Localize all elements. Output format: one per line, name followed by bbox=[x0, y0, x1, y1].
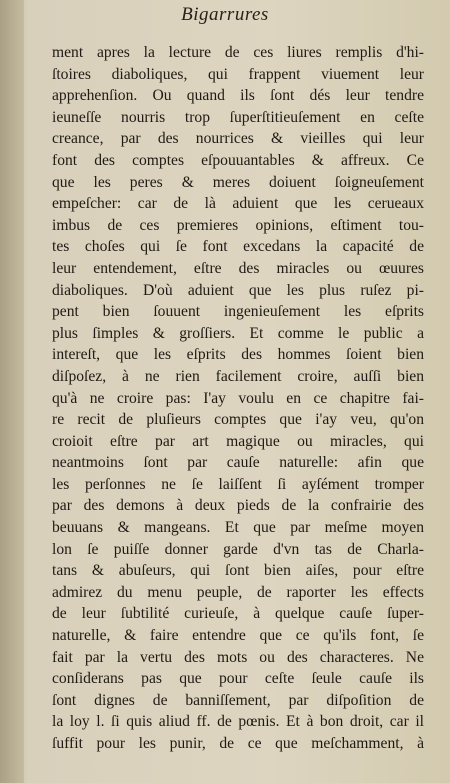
text-line: admirez du menu peuple, de raporter les effects bbox=[52, 583, 424, 601]
text-line: empeſcher: car de là aduient que les cerueaux bbox=[52, 195, 424, 213]
text-line: creance, par des nourrices & vieilles qui leur bbox=[52, 130, 424, 148]
text-line: beuuans & mangeans. Et que par meſme moyen bbox=[52, 519, 424, 537]
text-line: croioit eſtre par art magique ou miracles, qui bbox=[52, 432, 424, 450]
text-line: naturelle, & faire entendre que ce qu'ils font, ſe bbox=[52, 627, 424, 645]
text-line: imbus de ces premieres opinions, eſtiment tou- bbox=[52, 216, 424, 234]
text-line: font des comptes eſpouuantables & affreux. Ce bbox=[52, 151, 424, 169]
text-line: qu'à ne croire pas: I'ay voulu en ce chapitre fai- bbox=[52, 389, 424, 407]
text-line: ſont dignes de banniſſement, par diſpoſition de bbox=[52, 691, 424, 709]
text-line: pent bien ſouuent ingenieuſement les eſprits bbox=[52, 303, 424, 321]
text-line: fait par la vertu des mots ou des characteres. Ne bbox=[52, 648, 424, 666]
text-line: leur entendement, eſtre des miracles ou œuures bbox=[52, 259, 424, 277]
text-line: intereſt, que les eſprits des hommes ſoient bien bbox=[52, 346, 424, 364]
text-line: diſpoſez, à ne rien facilement croire, auſſi bien bbox=[52, 367, 424, 385]
text-line: plus ſimples & groſſiers. Et comme le public a bbox=[52, 324, 424, 342]
text-line: par des demons à deux pieds de la confrairie des bbox=[52, 497, 424, 515]
text-line: ment apres la lecture de ces liures remplis d'hi- bbox=[52, 44, 424, 61]
running-head: Bigarrures bbox=[181, 4, 269, 25]
text-line: la loy l. ſi quis aliud ff. de pœnis. Et à bon droit, car il bbox=[52, 713, 424, 731]
text-line: neantmoins ſont par cauſe naturelle: afin que bbox=[52, 454, 424, 472]
page-gutter bbox=[0, 0, 24, 783]
text-line: tans & abuſeurs, qui ſont bien aiſes, pour eſtre bbox=[52, 562, 424, 580]
text-line: tes choſes qui ſe font excedans la capacité de bbox=[52, 238, 424, 256]
text-line: de leur ſubtilité curieuſe, à quelque cauſe ſuper- bbox=[52, 605, 424, 623]
text-line: ſtoires diaboliques, qui frappent viuement leur bbox=[52, 65, 424, 83]
text-line: apprehenſion. Ou quand ils ſont dés leur tendre bbox=[52, 87, 424, 105]
text-line: re recit de pluſieurs comptes que i'ay veu, qu'on bbox=[52, 411, 424, 429]
text-line: lon ſe puiſſe donner garde d'vn tas de Charla- bbox=[52, 540, 424, 558]
body-text bbox=[52, 42, 424, 755]
text-line: que les peres & meres doiuent ſoigneuſement bbox=[52, 173, 424, 191]
text-line: ieuneſſe nourris trop ſuperſtitieuſement en ceſte bbox=[52, 108, 424, 126]
text-line: ſuffit pour les punir, de ce que meſchamment, à bbox=[52, 735, 424, 752]
text-line: diaboliques. D'où aduient que les plus ruſez pi- bbox=[52, 281, 424, 299]
text-line: les perſonnes ne ſe laiſſent ſi ayſément tromper bbox=[52, 475, 424, 493]
text-line: conſiderans pas que pour ceſte ſeule cauſe ils bbox=[52, 670, 424, 688]
